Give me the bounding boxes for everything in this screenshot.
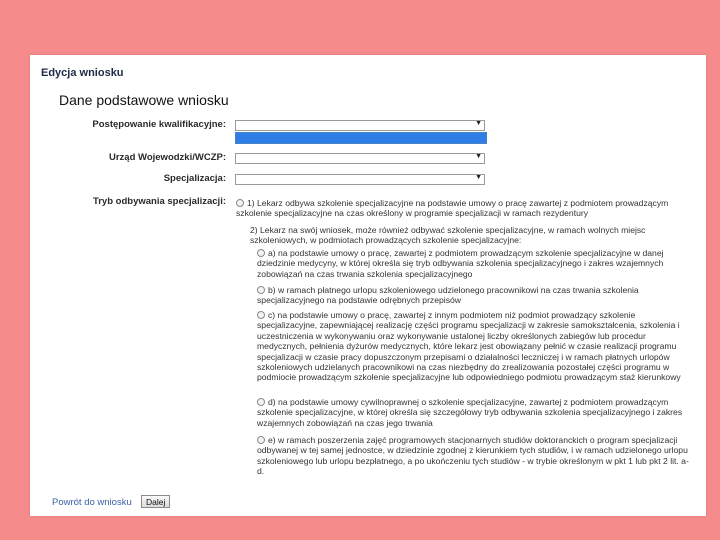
radio-option-b[interactable]: [257, 286, 265, 294]
qualification-label: Postępowanie kwalifikacyjne:: [92, 119, 226, 130]
radio-option-d[interactable]: [257, 398, 265, 406]
chevron-down-icon: ▼: [475, 153, 482, 160]
application-panel: [30, 55, 706, 516]
radio-option-c[interactable]: [257, 311, 265, 319]
page-title: Edycja wniosku: [41, 67, 124, 79]
sub-option-a[interactable]: a) na podstawie umowy o pracę, zawartej z podmiotem prowadzącym szkolenie specjalizacyjne w danej dziedzinie medycyny, w której określa się tryb odbywania szkolenia specjalizacyjnego i zakres wzajemnych zobowiązań na czas trwania szkolenia specjalizacyjnego: [257, 248, 664, 279]
chevron-down-icon: ▼: [475, 174, 482, 181]
specialization-label: Specjalizacja:: [163, 173, 226, 184]
specialization-select[interactable]: [235, 174, 485, 185]
back-to-application-link[interactable]: Powrót do wniosku: [52, 497, 132, 508]
radio-option-e[interactable]: [257, 436, 265, 444]
option-1[interactable]: 1) Lekarz odbywa szkolenie specjalizacyjne na podstawie umowy o pracę zawartej z podmiotem prowadzącym szkolenie specjalizacyjne na czas określony w programie specjalizacji w ramach rezydentury: [236, 198, 669, 219]
office-select[interactable]: [235, 153, 485, 164]
sub-option-b[interactable]: b) w ramach płatnego urlopu szkoleniowego udzielonego pracownikowi na czas trwania szkolenia specjalizacyjnego na podstawie odrębnych przepisów: [257, 285, 639, 306]
next-button[interactable]: Dalej: [141, 495, 170, 508]
office-label: Urząd Wojewodzki/WCZP:: [109, 152, 226, 163]
section-title: Dane podstawowe wniosku: [59, 92, 229, 108]
option-2-intro: 2) Lekarz na swój wniosek, może również odbywać szkolenie specjalizacyjne, w ramach wolnych miejsc szkoleniowych, w podmiotach prowadzących szkolenie specjalizacyjne:: [250, 225, 646, 246]
radio-option-a[interactable]: [257, 249, 265, 257]
mode-label: Tryb odbywania specjalizacji:: [92, 196, 226, 207]
qualification-select[interactable]: [235, 120, 485, 131]
sub-option-c[interactable]: c) na podstawie umowy o pracę, zawartej z innym podmiotem niż podmiot prowadzący szkolenie specjalizacyjne, zapewniającej realizację części programu specjalizacji w zakresie samokształcenia, szkolenia i uczestniczenia w wykonywaniu oraz wykonywanie ustalonej liczby określonych zabiegów lub procedur medycznych, pełnienia dyżurów medycznych, które lekarz jest obowiązany pełnić w czasie realizacji programu specjalizacji w czasie pracy dopuszczonym przepisami o działalności leczniczej i w ramach płatnych urlopów szkoleniowych udzielanych pracownikowi na czas niezbędny do zrealizowania pozostałej części programu w podmiocie prowadzącym szkolenie specjalizacyjne lub odpowiedniego podmiotu prowadzącym staż kierunkowy: [257, 310, 681, 383]
sub-option-e[interactable]: e) w ramach poszerzenia zajęć programowych stacjonarnych studiów doktoranckich o program specjalizacji odbywanej w tej samej jednostce, w dziedzinie zgodnej z kierunkiem tych studiów, i w ramach udzielonego urlopu szkoleniowego lub urlopu bezpłatnego, a po ukończeniu tych studiów - w trybie określonym w pkt 1 lub pkt 2 lit. a-d.: [257, 435, 689, 477]
radio-option-1[interactable]: [236, 199, 244, 207]
qualification-dropdown-list[interactable]: [235, 132, 487, 144]
chevron-down-icon: ▼: [475, 120, 482, 127]
sub-option-d[interactable]: d) na podstawie umowy cywilnoprawnej o szkolenie specjalizacyjne, zawartej z podmiotem prowadzącym szkolenie specjalizacyjne, w której określa się szczegółowy tryb odbywania szkolenia specjalizacyjnego i zakres wzajemnych zobowiązań na czas jego trwania: [257, 397, 683, 428]
